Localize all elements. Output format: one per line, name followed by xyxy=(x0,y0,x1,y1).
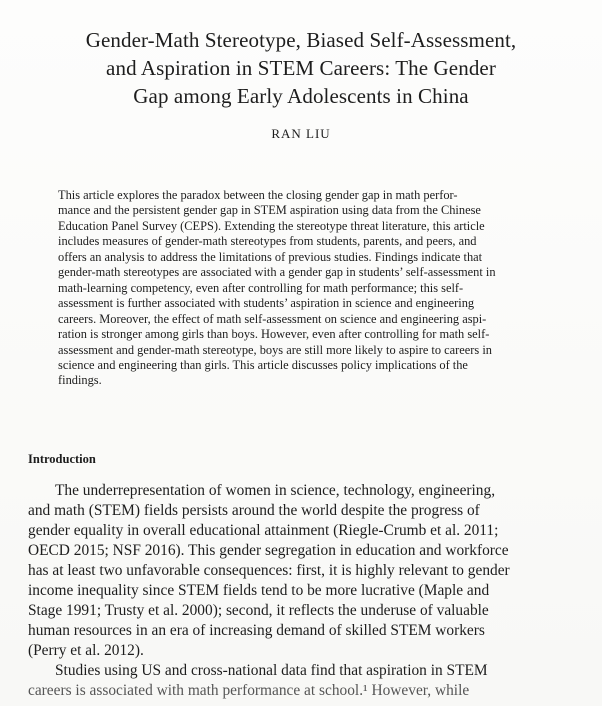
abstract-line: science and engineering than girls. This article discusses policy implications of the xyxy=(58,357,468,372)
title-line: and Aspiration in STEM Careers: The Gender xyxy=(106,56,496,80)
abstract-line: math-learning competency, even after controlling for math performance; this self- xyxy=(58,280,464,295)
abstract-line: gender-math stereotypes are associated with a gender gap in students’ self-assessment in xyxy=(58,265,496,280)
body-line: income inequality since STEM fields tend to be more lucrative (Maple and xyxy=(28,582,490,599)
title-line: Gender-Math Stereotype, Biased Self-Assessment, xyxy=(85,28,517,52)
body-line: Studies using US and cross-national data find that aspiration in STEM xyxy=(55,662,488,679)
abstract-line: offers an analysis to address the limitations of previous studies. Findings indicate that xyxy=(58,249,483,264)
title-line: Gap among Early Adolescents in China xyxy=(133,84,469,108)
abstract-line: findings. xyxy=(58,373,102,388)
abstract-line: mance and the persistent gender gap in STEM aspiration using data from the Chinese xyxy=(58,203,481,218)
article-title xyxy=(58,26,544,110)
body-line: has at least two unfavorable consequences: first, it is highly relevant to gender xyxy=(28,562,510,579)
abstract xyxy=(58,188,552,389)
body-line: The underrepresentation of women in science, technology, engineering, xyxy=(55,482,496,499)
body-line: OECD 2015; NSF 2016). This gender segregation in education and workforce xyxy=(28,542,509,559)
author-name: RAN LIU xyxy=(271,126,331,141)
body-line: human resources in an era of increasing demand of skilled STEM workers xyxy=(28,622,485,639)
body-line: Stage 1991; Trusty et al. 2000); second, it reflects the underuse of valuable xyxy=(28,602,489,619)
abstract-line: ration is stronger among girls than boys. However, even after controlling for math self- xyxy=(58,327,490,342)
body-line: careers is associated with math performance at school.¹ However, while xyxy=(28,682,470,699)
abstract-line: careers. Moreover, the effect of math self-assessment on science and engineering aspi- xyxy=(58,311,487,326)
body-line: and math (STEM) fields persists around the world despite the progress of xyxy=(28,502,480,519)
body-line: gender equality in overall educational attainment (Riegle-Crumb et al. 2011; xyxy=(28,522,499,539)
abstract-line: Education Panel Survey (CEPS). Extending the stereotype threat literature, this article xyxy=(58,218,485,233)
abstract-line: assessment is further associated with students’ aspiration in science and engineering xyxy=(58,296,475,311)
abstract-line: assessment and gender-math stereotype, boys are still more likely to aspire to careers in xyxy=(58,342,492,357)
abstract-line: This article explores the paradox between the closing gender gap in math perfor- xyxy=(58,188,458,202)
body-line: (Perry et al. 2012). xyxy=(28,642,144,659)
abstract-line: includes measures of gender-math stereotypes from students, parents, and peers, and xyxy=(58,234,477,249)
section-heading: Introduction xyxy=(28,452,96,466)
introduction-body xyxy=(28,481,573,701)
